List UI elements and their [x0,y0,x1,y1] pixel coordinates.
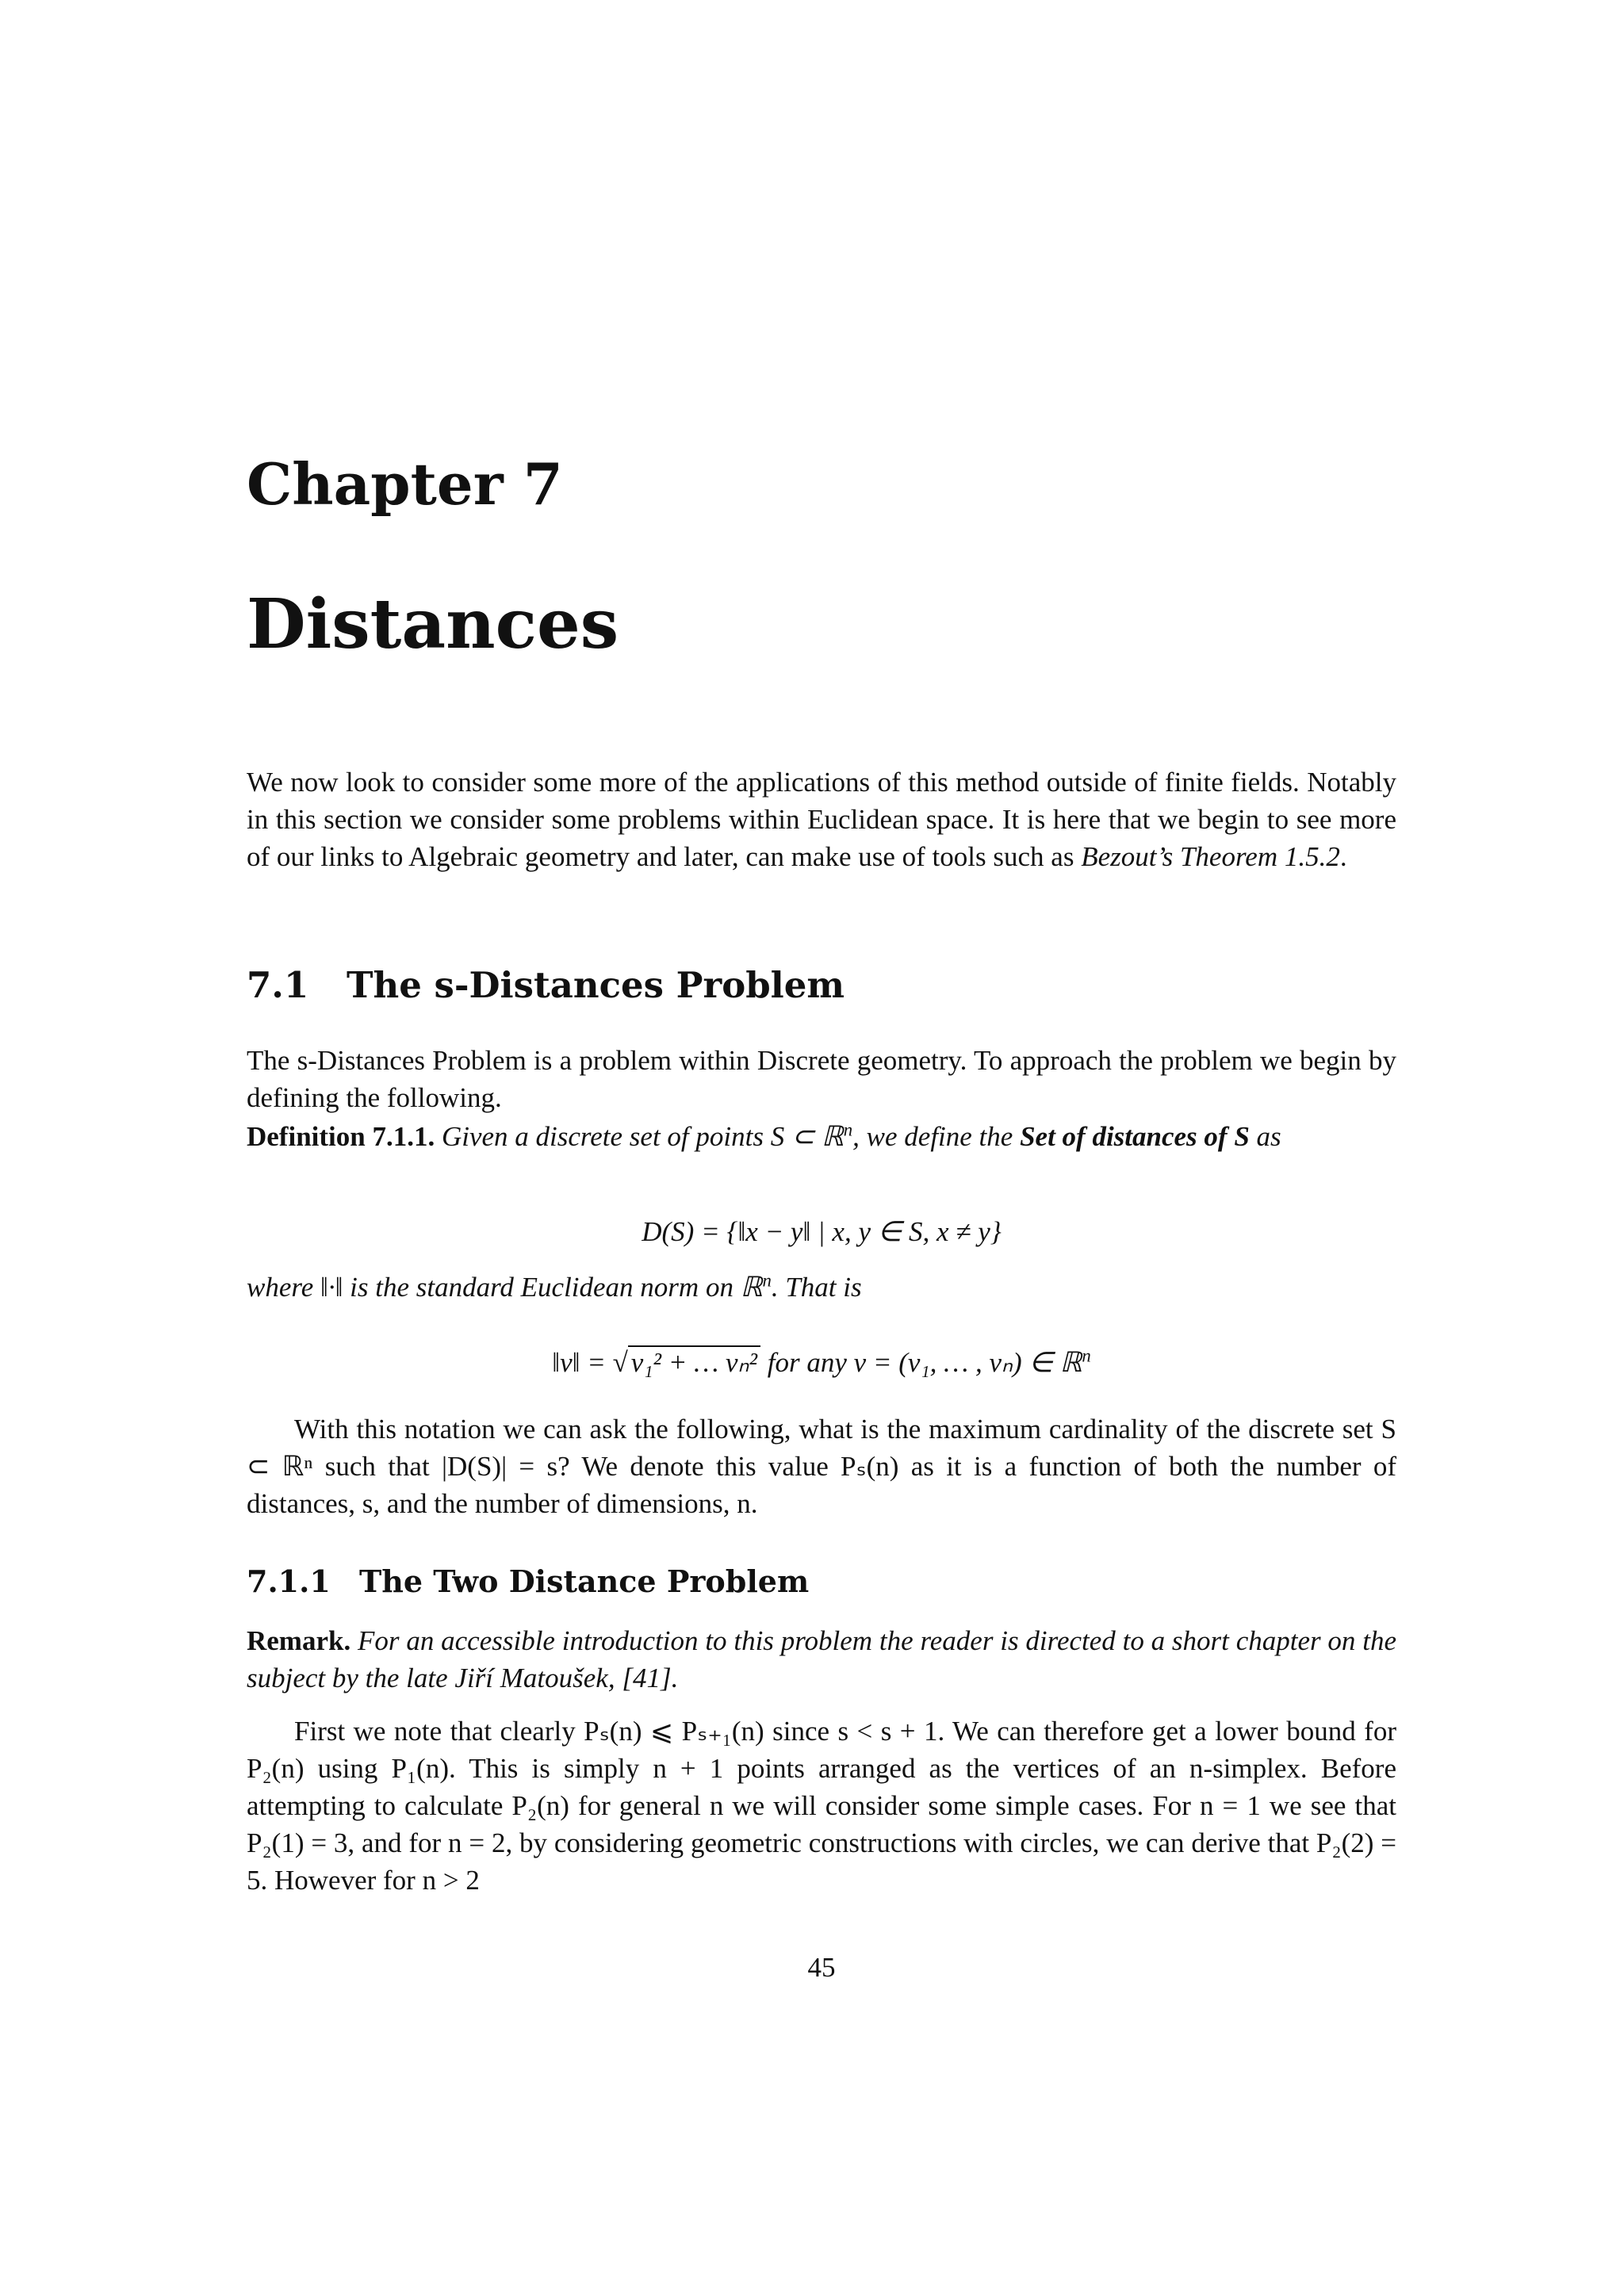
where-line: where ‖·‖ is the standard Euclidean norm on ℝ [247,1272,763,1303]
display-equation-norm [247,1344,1396,1381]
norm-right: for any v = (v₁, … , vₙ) ∈ ℝ [760,1347,1082,1378]
norm-radicand: v₁² + … vₙ² [628,1345,760,1378]
definition-lead: Given a discrete set of points S ⊂ ℝ [441,1121,844,1152]
definition-where [247,1269,1396,1306]
distances-equation: D(S) = {‖x − y‖ | x, y ∈ S, x ≠ y} [642,1216,1002,1247]
norm-sup: n [1082,1345,1091,1366]
page [247,0,1396,2296]
definition-after-term: as [1249,1121,1281,1152]
definition-block [247,1118,1396,1155]
theorem-reference: Bezout’s Theorem 1.5.2 [1081,841,1340,872]
definition-lead-sup: n [843,1119,853,1140]
chapter-label: Chapter 7 [247,450,563,518]
remark-text: For an accessible introduction to this problem the reader is directed to a short chapter on the subject by the late Jiří Matoušek, [41]. [247,1625,1396,1693]
subsection-heading [247,1563,810,1599]
page-number: 45 [807,1952,836,1983]
display-equation-distances [247,1213,1396,1250]
norm-left: ‖v‖ = √ [552,1347,628,1378]
remark-label: Remark. [247,1625,351,1656]
remark-block [247,1622,1396,1697]
definition-label: Definition 7.1.1. [247,1121,435,1152]
intro-end: . [1339,841,1347,872]
chapter-title: Distances [247,584,619,664]
subsection-number: 7.1.1 [247,1563,331,1599]
section-title: The s-Distances Problem [347,964,845,1006]
where-tail: . That is [771,1272,862,1303]
definition-lead-tail: , we define the [852,1121,1021,1152]
definition-term: Set of distances of S [1020,1121,1250,1152]
where-sup: n [762,1270,772,1291]
cardinality-paragraph: With this notation we can ask the following, what is the maximum cardinality of the discrete set S ⊂ ℝⁿ such that |D(S)| = s? We denote this value Pₛ(n) as it is a function of both the number of distances, s, and the number of dimensions, n. [247,1414,1396,1519]
subsection-title: The Two Distance Problem [359,1563,810,1599]
section-paragraph: The s-Distances Problem is a problem within Discrete geometry. To approach the problem we begin by defining the following. [247,1045,1396,1113]
intro-text: We now look to consider some more of the applications of this method outside of finite fields. Notably in this section we consider some problems within Euclidean space. It is here that we begin to see more of our links to Algebraic geometry and later, can make use of tools such as [247,767,1396,872]
section-heading [247,964,845,1006]
bounds-paragraph: First we note that clearly Pₛ(n) ⩽ Pₛ₊₁(n) since s < s + 1. We can therefore get a lower bound for P₂(n) using P₁(n). This is simply n + 1 points arranged as the vertices of an n-simplex. Before attempting to calculate P₂(n) for general n we will consider some simple cases. For n = 1 we see that P₂(1) = 3, and for n = 2, by considering geometric constructions with circles, we can derive that P₂(2) = 5. However for n > 2 [247,1716,1396,1896]
section-number: 7.1 [247,964,309,1006]
intro-paragraph [247,763,1396,875]
